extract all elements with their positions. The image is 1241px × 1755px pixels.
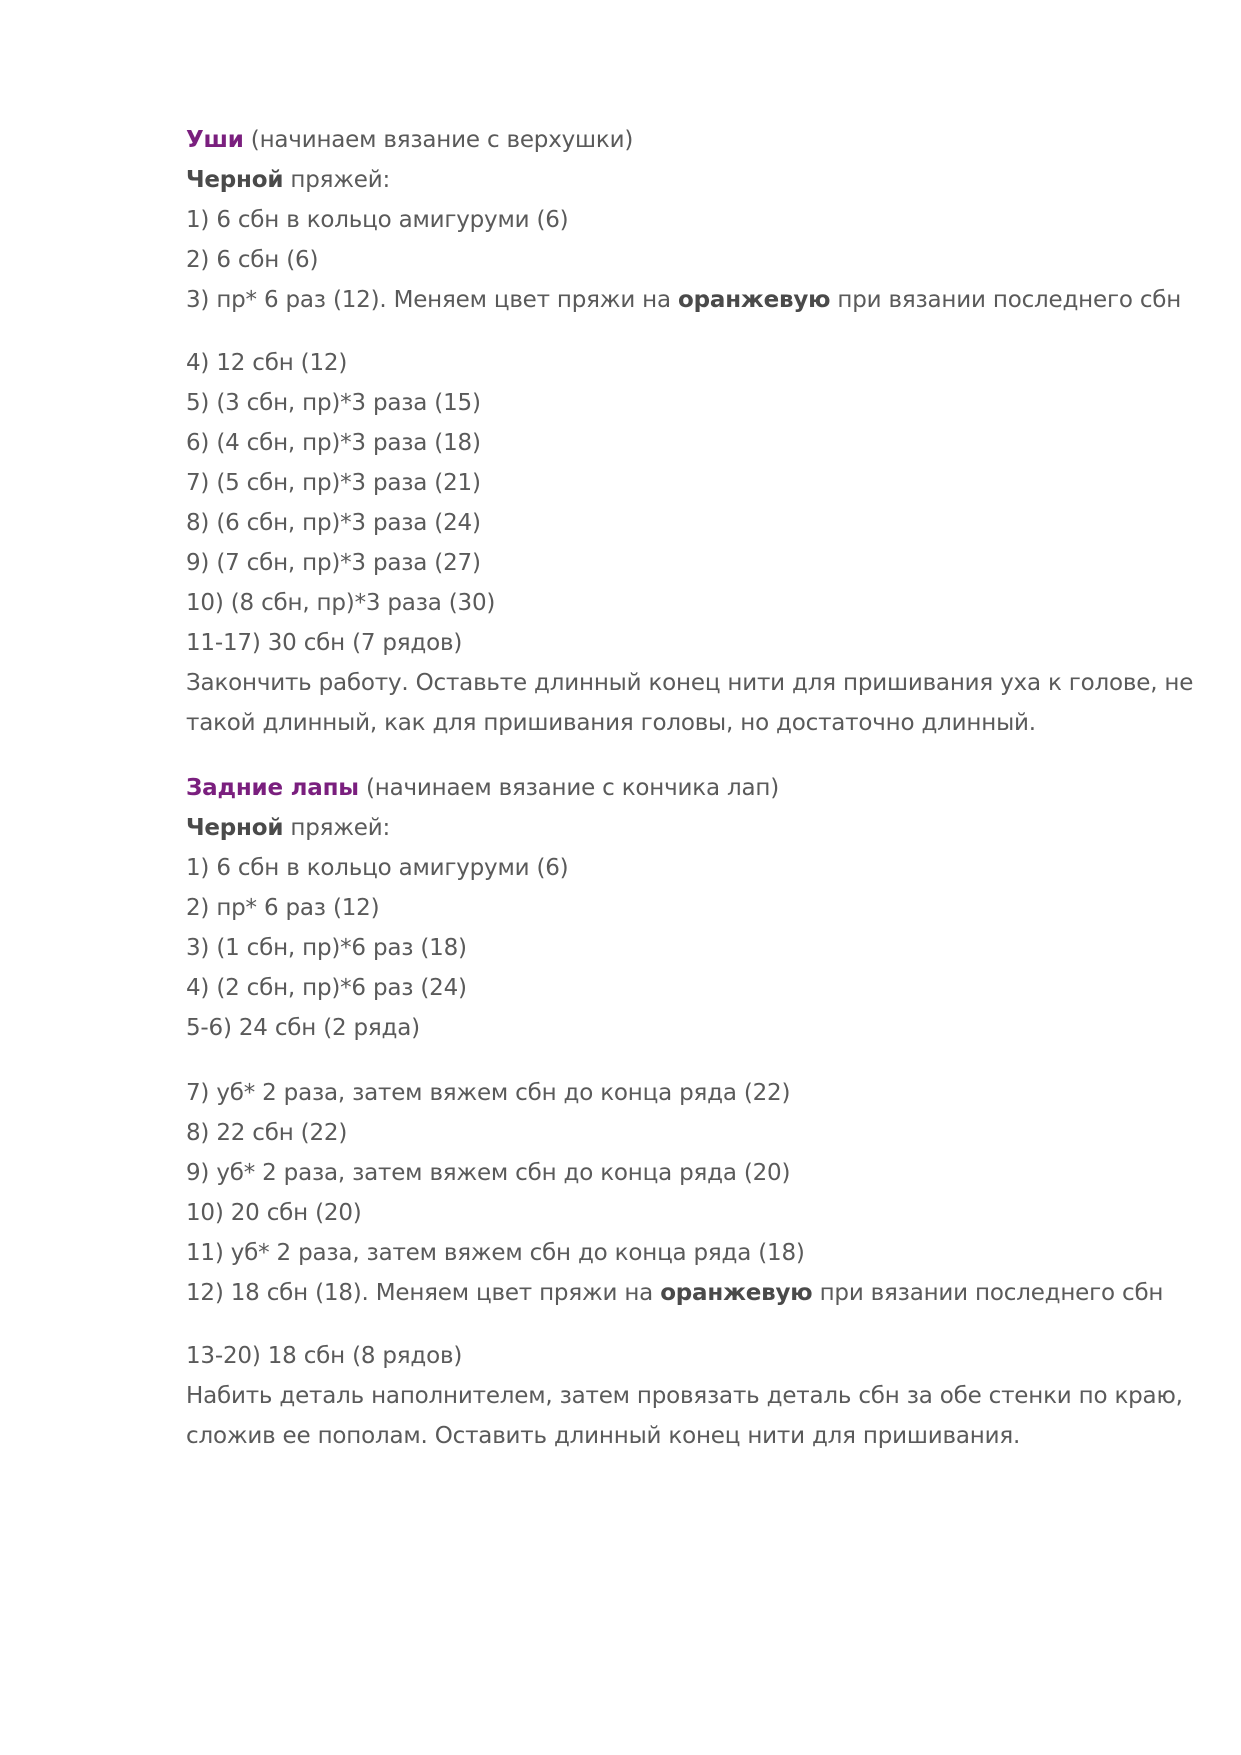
ears-yarn-line [186,160,1166,200]
ears-title: Уши [186,127,244,153]
ears-row-3-color: оранжевую [678,287,831,313]
ears-row-3 [186,280,1182,320]
ears-row-7: 7) (5 сбн, пр)*3 раза (21) [186,470,481,496]
legs-row-12 [186,1273,1166,1313]
legs-row-11: 11) уб* 2 раза, затем вяжем сбн до конца ряда (18) [186,1240,805,1266]
legs-finish-1: Набить деталь наполнителем, затем провязать деталь сбн за обе стенки по краю, [186,1383,1183,1409]
legs-yarn-bold: Черной [186,815,284,841]
ears-row-3-start: 3) пр* 6 раз (12). Меняем цвет пряжи на [186,287,679,313]
ears-row-10: 10) (8 сбн, пр)*3 раза (30) [186,590,496,616]
legs-row-4: 4) (2 сбн, пр)*6 раз (24) [186,975,467,1001]
legs-row-12-color: оранжевую [660,1280,813,1306]
legs-row-13-20: 13-20) 18 сбн (8 рядов) [186,1343,463,1369]
legs-row-12-end: при вязании последнего сбн [812,1280,1164,1306]
legs-row-12-start: 12) 18 сбн (18). Меняем цвет пряжи на [186,1280,661,1306]
legs-finish-2: сложив ее пополам. Оставить длинный конец нити для пришивания. [186,1423,1021,1449]
legs-yarn-line [186,808,1166,848]
ears-finish-2: такой длинный, как для пришивания головы, но достаточно длинный. [186,710,1036,736]
legs-title: Задние лапы [186,775,359,801]
ears-heading [186,120,1166,160]
ears-row-8: 8) (6 сбн, пр)*3 раза (24) [186,510,481,536]
legs-row-7: 7) уб* 2 раза, затем вяжем сбн до конца ряда (22) [186,1080,791,1106]
legs-heading [186,768,1166,808]
ears-yarn-rest: пряжей: [283,167,391,193]
ears-row-4: 4) 12 сбн (12) [186,350,348,376]
ears-yarn-bold: Черной [186,167,284,193]
legs-row-1: 1) 6 сбн в кольцо амигуруми (6) [186,855,569,881]
pattern-content [186,120,1194,1456]
ears-row-9: 9) (7 сбн, пр)*3 раза (27) [186,550,481,576]
ears-row-5: 5) (3 сбн, пр)*3 раза (15) [186,390,481,416]
ears-row-11-17: 11-17) 30 сбн (7 рядов) [186,630,463,656]
ears-row-1: 1) 6 сбн в кольцо амигуруми (6) [186,207,569,233]
legs-row-3: 3) (1 сбн, пр)*6 раз (18) [186,935,467,961]
ears-row-3-end: при вязании последнего сбн [830,287,1182,313]
legs-row-10: 10) 20 сбн (20) [186,1200,362,1226]
legs-row-8: 8) 22 сбн (22) [186,1120,348,1146]
ears-finish-1: Закончить работу. Оставьте длинный конец нити для пришивания уха к голове, не [186,670,1194,696]
legs-row-5-6: 5-6) 24 сбн (2 ряда) [186,1015,420,1041]
legs-subtitle: (начинаем вязание с кончика лап) [358,775,779,801]
legs-row-2: 2) пр* 6 раз (12) [186,895,380,921]
legs-yarn-rest: пряжей: [283,815,391,841]
ears-row-2: 2) 6 сбн (6) [186,247,319,273]
ears-subtitle: (начинаем вязание с верхушки) [243,127,634,153]
legs-row-9: 9) уб* 2 раза, затем вяжем сбн до конца ряда (20) [186,1160,791,1186]
ears-row-6: 6) (4 сбн, пр)*3 раза (18) [186,430,481,456]
